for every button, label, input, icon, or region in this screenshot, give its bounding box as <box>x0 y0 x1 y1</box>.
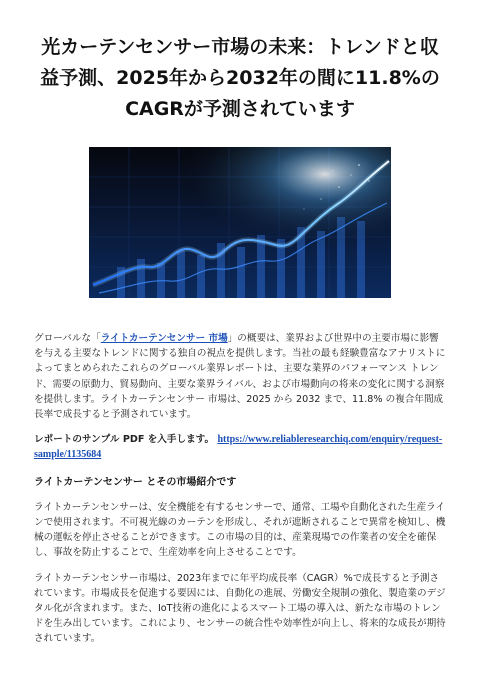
title-line-3: CAGRが予測されています <box>125 98 355 120</box>
page-title <box>28 32 452 125</box>
body-paragraph-2: ライトカーテンセンサー市場は、2023年までに年平均成長率（CAGR）%で成長すると予測されています。市場成長を促進する要因には、自動化の進展、労働安全規制の強化、製造業のデジタル化が含まれます。また、IoT技術の進化によるスマート工場の導入は、新たな市場のトレンドを生み出しています。これにより、センサーの統合性や効率性が向上し、将来的な成長が期待されています。 <box>34 572 446 645</box>
section-heading: ライトカーテンセンサー とその市場紹介です <box>34 476 237 488</box>
intro-before-link: グローバルな「 <box>34 333 101 344</box>
title-line-2: 益予測、2025年から2032年の間に11.8%の <box>40 67 440 89</box>
title-line-1: 光カーテンセンサー市場の未来：トレンドと収 <box>41 36 439 58</box>
market-link[interactable]: ライトカーテンセンサー 市場 <box>100 333 228 344</box>
article-body <box>34 331 448 657</box>
body-paragraph-1: ライトカーテンセンサーは、安全機能を有するセンサーで、通常、工場や自動化された生産ラインで使用されます。不可視光線のカーテンを形成し、それが遮断されることで異常を検知し、機械の運転を停止させることができます。この市場の目的は、産業現場での作業者の安全を確保し、事故を防止することで、生産効率を向上させることです。 <box>34 501 446 559</box>
intro-after-link: 」の概要は、業界および世界中の主要市場に影響を与える主要なトレンドに関する独自の視点を提供します。当社の最も経験豊富なアナリストによってまとめられたこれらのグローバル業界レポートは、主要な業界のパフォーマンス トレンド、需要の原動力、貿易動向、主要な業界ライバル、および市場動向の将来の変化に関する洞察を提供します。ライトカーテンセンサー 市場は、2025 から 2032 まで、11.8% の複合年間成長率で成長すると予測されています。 <box>34 333 446 421</box>
hero-growth-image <box>89 147 391 298</box>
sample-url-link[interactable]: https://www.reliableresearchiq.com/enquiry/request-sample/1135684 <box>34 434 443 461</box>
intro-paragraph <box>34 331 448 422</box>
sample-request <box>34 432 448 462</box>
sample-label: レポートのサンプル PDF を入手します。 <box>34 434 215 446</box>
